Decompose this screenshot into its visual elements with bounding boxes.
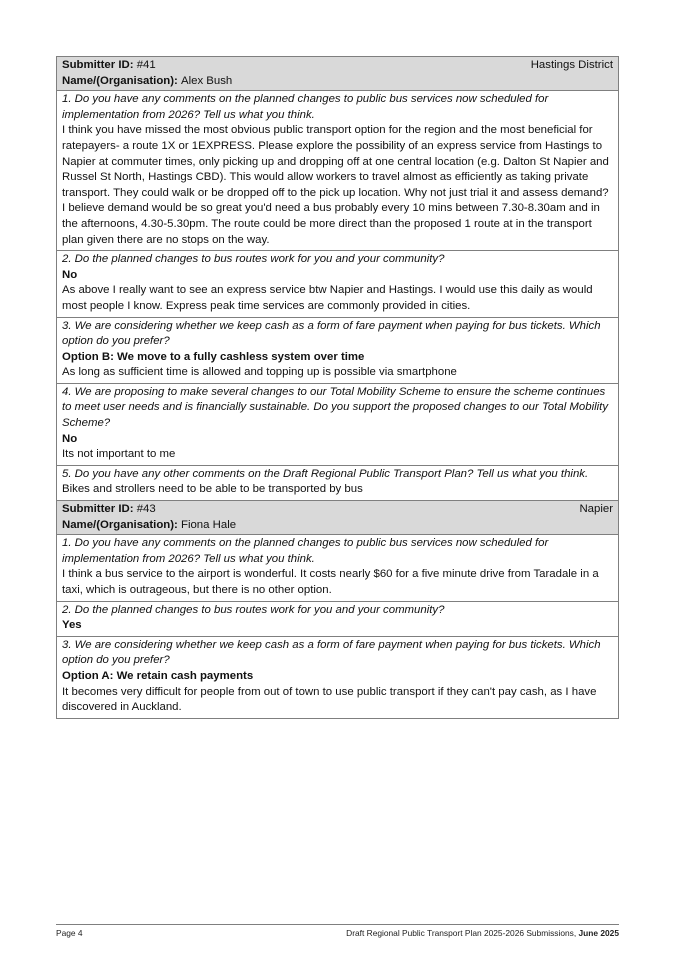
response-block xyxy=(56,466,619,501)
response-block xyxy=(56,637,619,719)
footer-document-title: Draft Regional Public Transport Plan 2025-2026 Submissions, June 2025 xyxy=(346,928,619,938)
answer-text: No xyxy=(62,432,78,445)
question-text: 3. We are considering whether we keep cash as a form of fare payment when paying for bus tickets. Which option do you prefer? xyxy=(62,319,601,348)
submitter-district: Hastings District xyxy=(530,59,613,71)
question-text: 3. We are considering whether we keep cash as a form of fare payment when paying for bus tickets. Which option do you prefer? xyxy=(62,638,601,667)
submitter-id: Submitter ID: #41 xyxy=(62,59,156,71)
comment-text: As above I really want to see an express service btw Napier and Hastings. I would use this daily as would most people I know. Express peak time services are commonly provided in cities. xyxy=(62,284,593,312)
question-text: 2. Do the planned changes to bus routes work for you and your community? xyxy=(62,603,445,616)
response-block xyxy=(56,318,619,384)
response-block xyxy=(56,602,619,637)
response-block xyxy=(56,251,619,317)
answer-text: No xyxy=(62,268,78,281)
answer-text: Option B: We move to a fully cashless system over time xyxy=(62,350,365,363)
submitter-header xyxy=(56,501,619,535)
page-footer xyxy=(56,924,619,938)
submitter-district: Napier xyxy=(579,503,613,516)
page-number: Page 4 xyxy=(56,928,83,938)
response-block xyxy=(56,384,619,466)
question-text: 4. We are proposing to make several changes to our Total Mobility Scheme to ensure the scheme continues to meet user needs and is financially sustainable. Do you support the proposed changes to our Total Mobility Scheme? xyxy=(62,385,609,430)
comment-text: I think a bus service to the airport is wonderful. It costs nearly $60 for a five minute drive from Taradale in a taxi, which is outrageous, but there is no other option. xyxy=(62,568,599,596)
comment-text: Bikes and strollers need to be able to be transported by bus xyxy=(62,483,363,496)
question-text: 5. Do you have any other comments on the Draft Regional Public Transport Plan? Tell us what you think. xyxy=(62,467,589,480)
submitter-name: Name/(Organisation): Fiona Hale xyxy=(62,518,237,531)
response-block xyxy=(56,535,619,601)
comment-text: Its not important to me xyxy=(62,448,176,461)
response-block xyxy=(56,91,619,251)
comment-text: As long as sufficient time is allowed and topping up is possible via smartphone xyxy=(62,366,457,379)
question-text: 2. Do the planned changes to bus routes work for you and your community? xyxy=(62,253,445,266)
submitter-id: Submitter ID: #43 xyxy=(62,503,156,516)
question-text: 1. Do you have any comments on the planned changes to public bus services now scheduled for implementation from 2026? Tell us what you think. xyxy=(62,93,549,121)
comment-text: I think you have missed the most obvious public transport option for the region and the most beneficial for ratepayers- a route 1X or 1EXPRESS. Please explore the possibility of an express service from Hastings to Napier at commuter times, only picking up and dropping off at one central location (e.g. Dalton St Napier and Russel St North, Hastings CBD). This would allow workers to travel almost as efficiently as taking private transport. They could walk or be dropped off to the pick up location. Why not just trial it and assess demand? I believe demand would be so great you'd need a bus probably every 10 mins between 7.30-8.30am and in the afternoons, 4.30-5.30pm. The route could be more direct than the proposed 1 route at in the transport plan given there are no stops on the way. xyxy=(62,124,609,246)
answer-text: Yes xyxy=(62,619,82,632)
comment-text: It becomes very difficult for people from out of town to use public transport if they can't pay cash, as I have discovered in Auckland. xyxy=(62,685,597,714)
submitter-name: Name/(Organisation): Alex Bush xyxy=(62,74,233,87)
submissions-document xyxy=(56,56,619,719)
submitter-header xyxy=(56,56,619,91)
question-text: 1. Do you have any comments on the planned changes to public bus services now scheduled for implementation from 2026? Tell us what you think. xyxy=(62,537,549,565)
answer-text: Option A: We retain cash payments xyxy=(62,669,254,682)
